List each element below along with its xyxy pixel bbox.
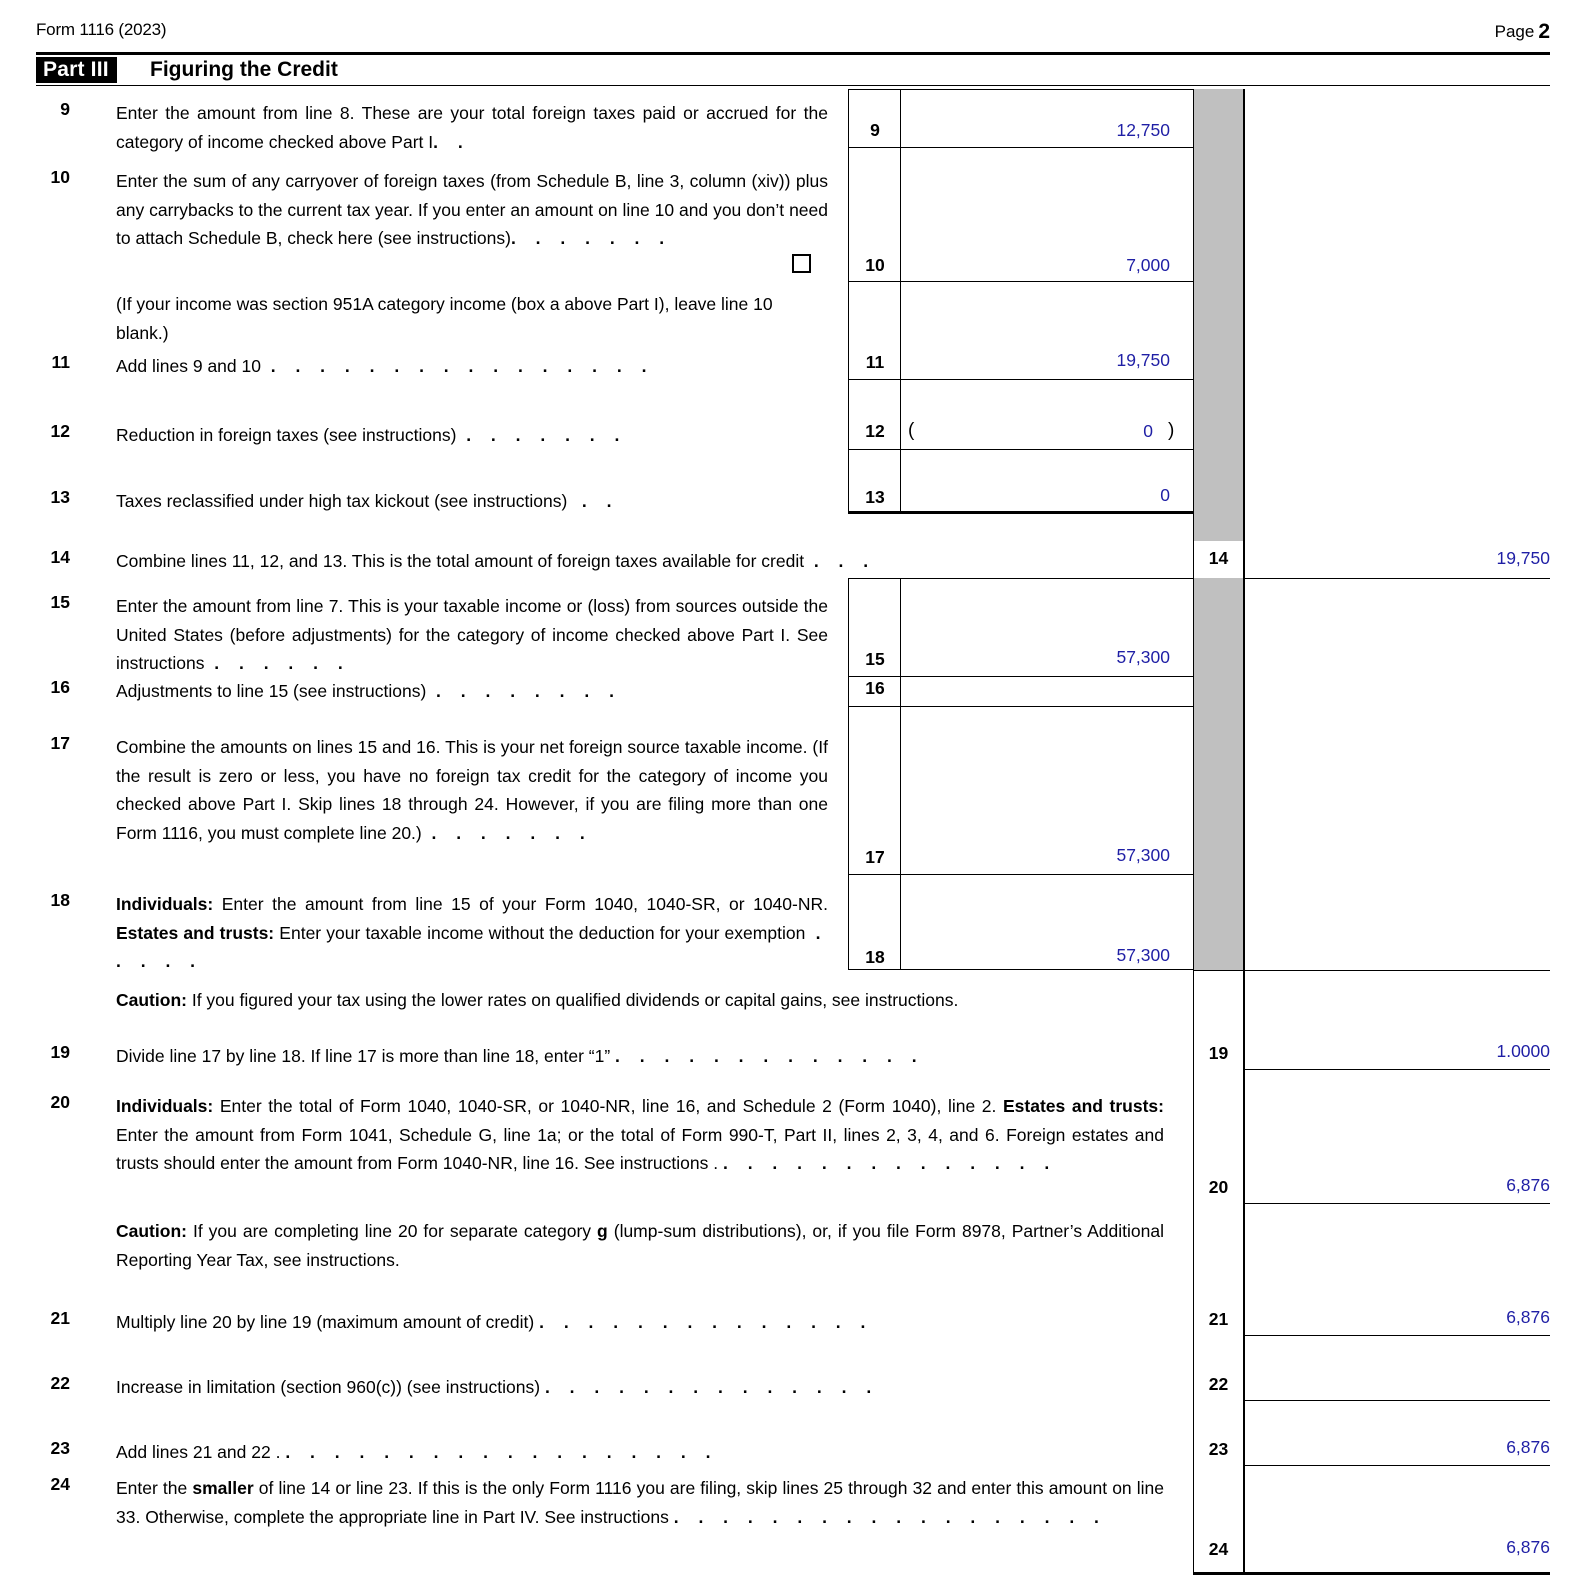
- line-14-text: Combine lines 11, 12, and 13. This is the total amount of foreign taxes available for credit . . .: [116, 551, 876, 571]
- line-9-text: Enter the amount from line 8. These are your total foreign taxes paid or accrued for the category of income checked above Part I. .: [116, 103, 828, 152]
- line-21-leader: . . . . . . . . . . . . . .: [539, 1312, 873, 1332]
- amount-box-divider-15-18: [900, 578, 901, 970]
- line-10-box-label: 10: [865, 255, 885, 275]
- line-12-amount[interactable]: 0: [1143, 421, 1153, 441]
- line-18-number: 18: [50, 890, 70, 910]
- line-20-number: 20: [50, 1092, 70, 1112]
- line-21-text: Multiply line 20 by line 19 (maximum amount of credit) . . . . . . . . . . . . . .: [116, 1312, 873, 1332]
- line-18-amount[interactable]: 57,300: [1116, 945, 1170, 965]
- line-23-number: 23: [50, 1438, 70, 1458]
- caution-2: [116, 1217, 1164, 1274]
- line-24-text-runs: Enter the smaller of line 14 or line 23. If this is the only Form 1116 you are filing, skip lines 25 through 32 and enter this amount on line 33. Otherwise, complete the appropriate line in Part IV. See instructions: [116, 1478, 1164, 1527]
- line-14-box-label: 14: [1208, 548, 1229, 568]
- line-17-text: Combine the amounts on lines 15 and 16. This is your net foreign source taxable income. (If the result is zero or less, you have no foreign tax credit for the category of income you checked above Part I. Skip lines 18 through 24. However, if you are filing more than one Form 1116, you must complete line 20.) . . . . . . .: [116, 737, 828, 843]
- line-10-amount[interactable]: 7,000: [1126, 255, 1170, 275]
- caution-1-text: If you figured your tax using the lower rates on qualified dividends or capital gains, see instructions.: [186, 990, 959, 1010]
- line-11-amount[interactable]: 19,750: [1116, 350, 1170, 370]
- outer-rule-23: [1244, 1465, 1550, 1466]
- line-23-text: Add lines 21 and 22 . . . . . . . . . . . . . . . . . . .: [116, 1442, 718, 1462]
- outer-rule-14: [1244, 578, 1550, 579]
- row-separator-15: [848, 676, 1193, 677]
- line-22-text: Increase in limitation (section 960(c)) (see instructions) . . . . . . . . . . . . . .: [116, 1377, 879, 1397]
- part-iii-tag: Part III: [36, 57, 117, 83]
- line-12-open-paren: (: [908, 420, 915, 441]
- line-21-amount[interactable]: 6,876: [1506, 1307, 1550, 1327]
- line-13-text: Taxes reclassified under high tax kickout (see instructions) . .: [116, 491, 620, 511]
- line-13-number: 13: [50, 487, 70, 507]
- line-15-amount[interactable]: 57,300: [1116, 647, 1170, 667]
- line-18-leader: . . . . .: [116, 922, 829, 971]
- line-24-number: 24: [50, 1474, 70, 1494]
- caution-2-text-runs: If you are completing line 20 for separate category g (lump-sum distributions), or, if you file Form 8978, Partner’s Additional Reporting Year Tax, see instructions.: [116, 1221, 1164, 1270]
- row-separator-17: [848, 874, 1193, 875]
- line-20-text: [116, 1092, 1164, 1178]
- line-10-number: 10: [50, 167, 70, 187]
- line-19-box-label: 19: [1208, 1043, 1229, 1063]
- part-iii-banner: [36, 52, 1550, 86]
- line-23-amount[interactable]: 6,876: [1506, 1437, 1550, 1457]
- outer-rule-19: [1244, 1069, 1550, 1070]
- shaded-band-lower: [1193, 578, 1244, 970]
- line-11-box-label: 11: [865, 352, 885, 372]
- line-22-leader: . . . . . . . . . . . . . .: [544, 1377, 879, 1397]
- line-21-box-label: 21: [1208, 1309, 1229, 1329]
- page-number-label: [1495, 20, 1550, 44]
- line-20-leader: . . . . . . . . . . . . . .: [722, 1153, 1057, 1173]
- form-id-label: Form 1116 (2023): [36, 20, 167, 39]
- line-10-subnote: (If your income was section 951A category income (box a above Part I), leave line 10 blank.): [116, 294, 773, 343]
- line-11-text: Add lines 9 and 10 . . . . . . . . . . . . . . . .: [116, 356, 654, 376]
- line-22-box-label: 22: [1208, 1374, 1229, 1394]
- line-9-number: 9: [60, 99, 70, 119]
- line-9-box-label: 9: [870, 120, 880, 140]
- line-15-box-label: 15: [865, 649, 885, 669]
- line-12-number: 12: [50, 421, 70, 441]
- row-separator-16: [848, 706, 1193, 707]
- row-separator-9: [848, 147, 1193, 148]
- line-23-leader: . . . . . . . . . . . . . . . . . .: [285, 1442, 718, 1462]
- line-12-box-label: 12: [865, 421, 885, 441]
- caution-2-label: Caution:: [116, 1221, 187, 1241]
- line-13-amount[interactable]: 0: [1160, 485, 1170, 505]
- schedule-b-checkbox[interactable]: [792, 254, 811, 273]
- line-20-amount[interactable]: 6,876: [1506, 1175, 1550, 1195]
- line-12-leader: . . . . . . .: [466, 425, 627, 445]
- line-16-number: 16: [50, 677, 70, 697]
- line-13-leader: . .: [581, 491, 620, 511]
- page-header: [36, 20, 1550, 46]
- line-14-number: 14: [50, 547, 70, 567]
- page-word: Page: [1494, 22, 1535, 41]
- line-12-close-paren: ): [1168, 420, 1175, 441]
- line-15-number: 15: [50, 592, 70, 612]
- outer-rule-22: [1244, 1400, 1550, 1401]
- line-22-number: 22: [50, 1373, 70, 1393]
- part-iii-title: Figuring the Credit: [150, 58, 338, 81]
- line-9-amount[interactable]: 12,750: [1116, 120, 1170, 140]
- row-separator-11: [848, 379, 1193, 380]
- line-17-box-label: 17: [865, 847, 885, 867]
- line-15-text: Enter the amount from line 7. This is your taxable income or (loss) from sources outside the United States (before adjustments) for the category of income checked above Part I. See instructions . . . . . .: [116, 596, 828, 673]
- line-13-box-label: 13: [865, 487, 885, 507]
- outer-rule-24: [1193, 1572, 1550, 1575]
- line-23-box-label: 23: [1208, 1439, 1229, 1459]
- line-19-number: 19: [50, 1042, 70, 1062]
- shaded-band-upper: [1193, 89, 1244, 553]
- line-21-number: 21: [50, 1308, 70, 1328]
- line-9-leader: . .: [433, 131, 471, 152]
- line-18-text-runs: Individuals: Enter the amount from line 15 of your Form 1040, 1040-SR, or 1040-NR. Estates and trusts: Enter your taxable income without the deduction for your exemption: [116, 894, 828, 943]
- line-20-box-label: 20: [1208, 1177, 1229, 1197]
- page-number: 2: [1538, 20, 1550, 43]
- line-15-leader: . . . . . .: [214, 653, 351, 673]
- line-10-leader: . . . . . . .: [510, 228, 672, 248]
- line-17-amount[interactable]: 57,300: [1116, 845, 1170, 865]
- line-20-text-runs: Individuals: Enter the total of Form 1040, 1040-SR, or 1040-NR, line 16, and Schedule 2 (Form 1040), line 2. Estates and trusts: Enter the amount from Form 1041, Schedule G, line 1a; or the total of Form 990-T, Part II, lines 2, 3, 4, and 6. Foreign estates and trusts should enter the amount from Form 1040-NR, line 16. See instructions .: [116, 1096, 1164, 1173]
- line-18-text: [116, 890, 828, 976]
- line-11-number: 11: [51, 352, 70, 372]
- line-24-leader: . . . . . . . . . . . . . . . . . .: [673, 1506, 1107, 1527]
- row-separator-12: [848, 449, 1193, 450]
- line-19-leader: . . . . . . . . . . . . .: [615, 1046, 925, 1066]
- line-14-amount[interactable]: 19,750: [1496, 548, 1550, 568]
- amount-box-divider-9-13: [900, 89, 901, 514]
- outer-column-divider: [1244, 89, 1245, 1574]
- line-16-text: Adjustments to line 15 (see instructions) . . . . . . . .: [116, 681, 622, 701]
- outer-top-rule-19: [1193, 970, 1550, 971]
- line-18-box-label: 18: [865, 947, 885, 967]
- line-24-box-label: 24: [1208, 1539, 1229, 1559]
- line-10-text: Enter the sum of any carryover of foreign taxes (from Schedule B, line 3, column (xiv)) plus any carrybacks to the current tax year. If you enter an amount on line 10 and you don’t need to attach Schedule B, check here (see instructions). . . . . . .: [116, 171, 828, 248]
- caution-1: [116, 986, 1164, 1015]
- line-11-leader: . . . . . . . . . . . . . . . .: [270, 356, 654, 376]
- line-24-text: [116, 1474, 1164, 1531]
- line-24-amount[interactable]: 6,876: [1506, 1537, 1550, 1557]
- line-16-box-label: 16: [865, 678, 885, 698]
- line-14-leader: . . .: [813, 551, 876, 571]
- line-12-text: Reduction in foreign taxes (see instructions) . . . . . . .: [116, 425, 627, 445]
- line-17-leader: . . . . . . .: [431, 822, 593, 843]
- row-separator-10: [848, 281, 1193, 282]
- line-19-text: Divide line 17 by line 18. If line 17 is more than line 18, enter “1” . . . . . . . . . . . . .: [116, 1046, 925, 1066]
- line-19-amount[interactable]: 1.0000: [1496, 1041, 1550, 1061]
- outer-rule-20: [1244, 1203, 1550, 1204]
- caution-1-label: Caution:: [116, 990, 187, 1010]
- line-17-number: 17: [50, 733, 70, 753]
- line-16-leader: . . . . . . . .: [436, 681, 622, 701]
- outer-rule-21: [1244, 1335, 1550, 1336]
